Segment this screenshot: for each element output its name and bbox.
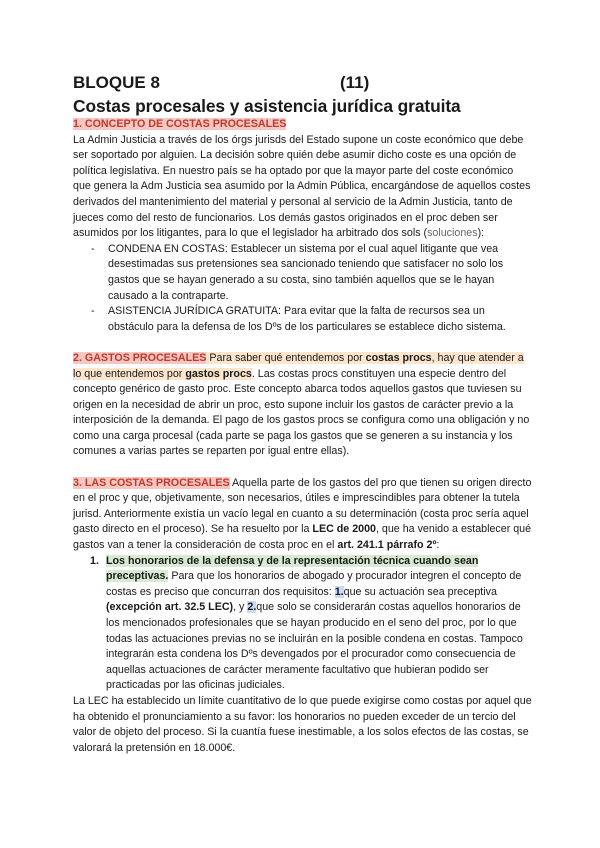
section-3-bold-lec: LEC de 2000 xyxy=(312,523,376,536)
list-item: - ASISTENCIA JURÍDICA GRATUITA: Para evitar que la falta de recursos sea un obstáculo para la defensa de los Dºs de los particulares se establece dicho sistema. xyxy=(91,305,506,333)
page-title: Costas procesales y asistencia jurídica gratuita xyxy=(73,96,461,116)
exception-reference: (excepción art. 32.5 LEC) xyxy=(106,601,234,614)
requirement-2-marker: 2. xyxy=(247,601,257,614)
section-2-intro-1: Para saber qué entendemos por xyxy=(206,351,366,364)
section-1-heading: 1. CONCEPTO DE COSTAS PROCESALES xyxy=(73,118,287,130)
section-1-list xyxy=(73,242,533,336)
list-item-text: ASISTENCIA JURÍDICA GRATUITA: Para evitar que la falta de recursos sea un obstáculo para la defensa de los Dºs de los particulares se establece dicho sistema. xyxy=(108,305,506,333)
section-2 xyxy=(73,351,533,460)
section-2-bold-1: costas procs xyxy=(365,351,432,364)
ordered-item-text-3: , y xyxy=(233,601,248,614)
section-3-heading: 3. LAS COSTAS PROCESALES xyxy=(73,476,230,489)
ordered-item xyxy=(73,554,533,694)
block-label: BLOQUE 8 xyxy=(73,73,160,92)
ordered-item-text-1: Para que los honorarios de abogado y procurador integren el concepto de costas es preciso que concurran dos requisitos: xyxy=(106,570,522,598)
block-heading xyxy=(73,72,533,93)
section-2-body: . Las costas procs constituyen una especie dentro del concepto genérico de gasto proc. Este concepto abarca todos aquellos gastos que tuviesen su origen en la necesidad de abrir un proc, esto supone incluir los gastos de carácter previo a la interposición de la demanda. El pago de los gastos procs se configura como una obligación y no como una carga procesal (cada parte se paga los gastos que se generen a su instancia y los comunes a varias partes se reparten por igual entre ellas). xyxy=(73,367,530,458)
section-2-heading: 2. GASTOS PROCESALES xyxy=(73,351,207,364)
section-1-body: La Admin Justicia a través de los órgs jurisds del Estado supone un coste económico que debe ser soportado por alguien. La decisión sobre quién debe asumir dicho coste es una opción de política legislativa. En nuestro país se ha optado por que la mayor parte del coste económico que genera la Adm Justicia sea asumido por la Admin Pública, encargándose de aquellos costes derivados del mantenimiento del material y personal al servicio de la Admin Justicia, tanto de jueces como del resto de funcionarios. Los demás gastos originados en el proc deben ser asumidos por los litigantes, para lo que el legislador ha arbitrado dos sols ( xyxy=(73,133,531,240)
ordered-item-text-2: que su actuación sea preceptiva xyxy=(343,585,497,598)
section-2-bold-2: gastos procs xyxy=(185,367,252,380)
section-1-body-end: ): xyxy=(477,227,485,240)
requirement-1-marker: 1. xyxy=(334,585,344,598)
section-3-bold-art: art. 241.1 párrafo 2º xyxy=(337,539,437,552)
section-3-closing: La LEC ha establecido un límite cuantitativo de lo que puede exigirse como costas por aquel que ha obtenido el pronunciamiento a su favor: los honorarios no pueden exceder de un tercio del valor de objeto del proceso. Si la cuantía fuese inestimable, a los solos efectos de las costas, se valorará la pretensión en 18.000€. xyxy=(73,694,532,754)
section-1 xyxy=(73,117,533,242)
block-number: (11) xyxy=(340,73,370,92)
section-3-body-3: : xyxy=(436,539,440,552)
document-page xyxy=(73,72,533,756)
list-item: - CONDENA EN COSTAS: Establecer un sistema por el cual aquel litigante que vea desestimadas sus pretensiones sea sancionado teniendo que satisfacer no solo los gastos que se hayan generado a su costa, sino también aquellos que se le hayan causado a la contraparte. xyxy=(91,242,504,302)
section-3-body-1: Aquella parte de los gastos del pro que tienen su origen directo en el proc y que, objetivamente, son necesarios, útiles e imprescindibles para obtener la tutela jurisd. Anteriormente existía un vacío legal en cuanto a su determinación (costa proc sería aquel gasto directo en el proceso). Se ha resuelto por la xyxy=(73,476,532,536)
ordered-item-title: Los honorarios de la defensa y de la representación técnica cuando sean preceptivas. xyxy=(106,554,479,583)
ordered-item-text-4: que solo se considerarán costas aquellos honorarios de los mencionados profesionales que se hayan producido en el seno del proc, por lo que todas las actuaciones previas no se incluirán en la posible condena en costas. Tampoco integrarán esta condena los Dºs devengados por el procurador como consecuencia de aquellas actuaciones de carácter meramente facultativo que hubieran podido ser practicadas por las oficinas judiciales. xyxy=(106,601,523,692)
section-3-body-2: , que ha venido a establecer qué gastos van a tener la consideración de costa proc en el xyxy=(73,523,532,552)
section-3 xyxy=(73,476,533,554)
section-1-body-gray: soluciones xyxy=(427,227,478,240)
section-2-intro-2: , hay que atender a lo que entendemos por xyxy=(73,351,524,380)
list-item-text: CONDENA EN COSTAS: Establecer un sistema por el cual aquel litigante que vea desestimadas sus pretensiones sea sancionado teniendo que satisfacer no solo los gastos que se hayan generado a su costa, sino también aquellos que se le hayan causado a la contraparte. xyxy=(108,242,504,302)
ordered-item-number: 1. xyxy=(90,554,99,567)
